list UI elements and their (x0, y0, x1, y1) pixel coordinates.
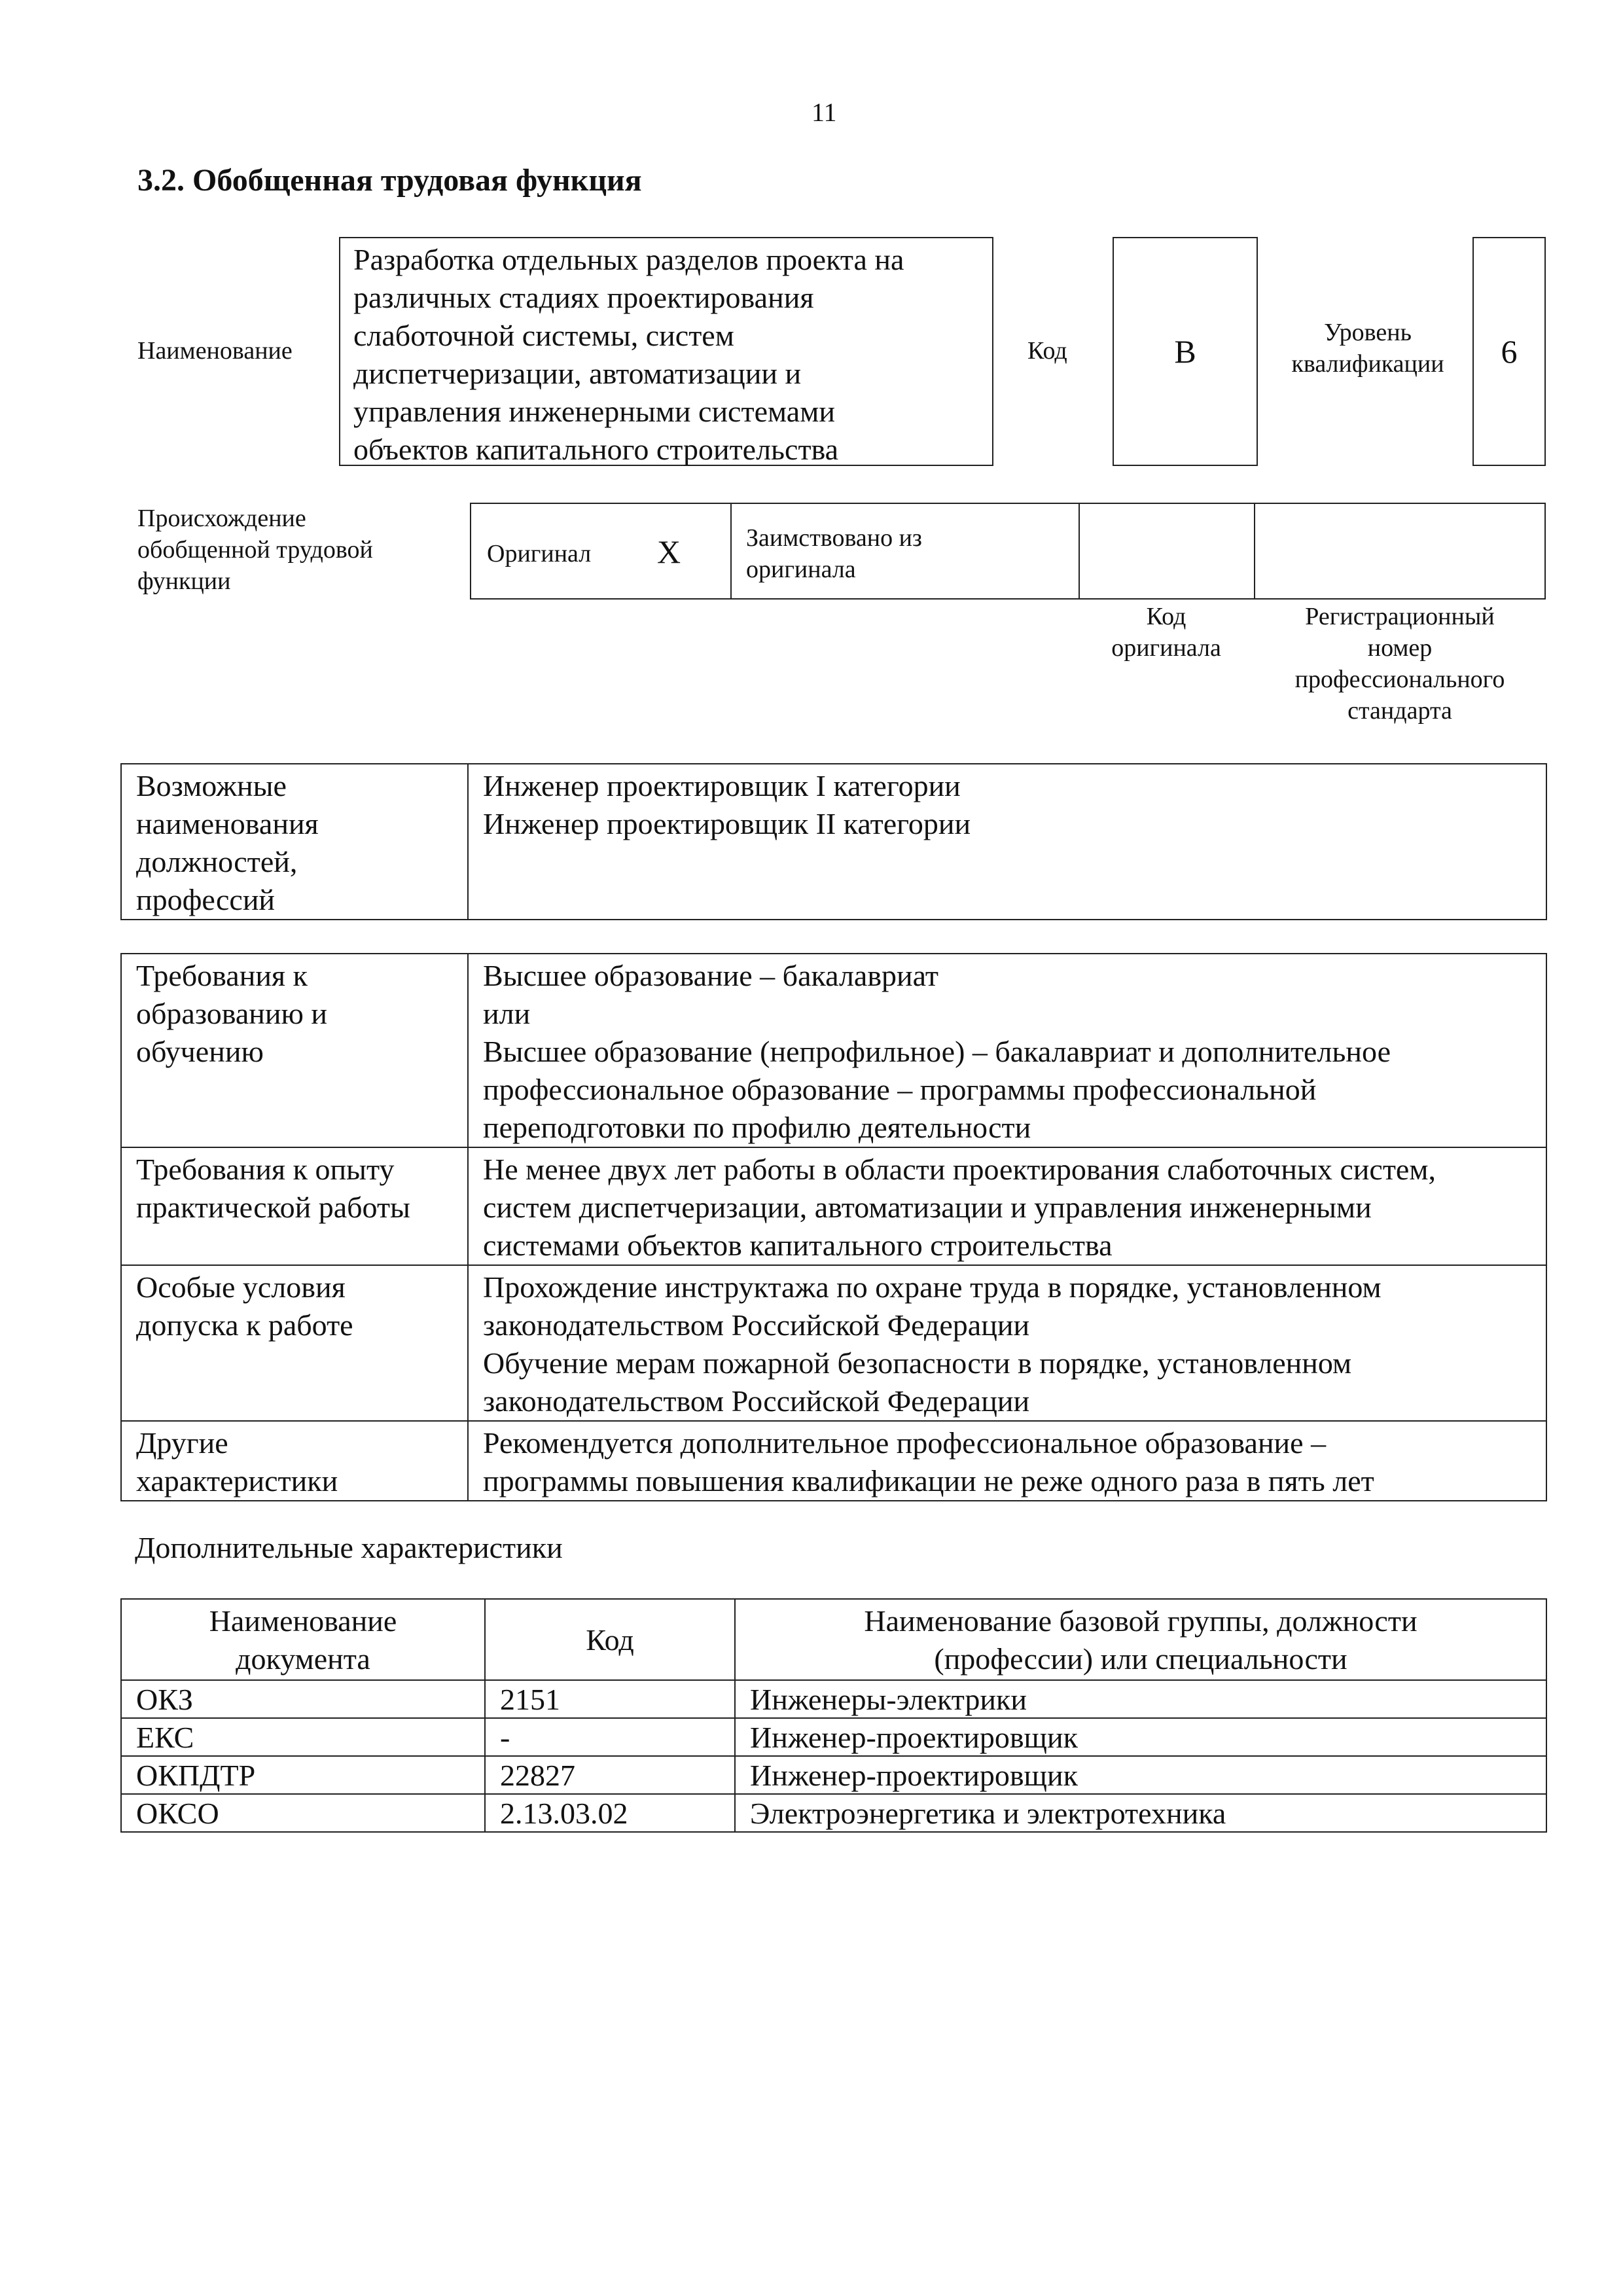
code-caption (1079, 601, 1254, 664)
requirements-table (120, 953, 1547, 1501)
table-row (121, 1147, 1546, 1265)
table-row (121, 1794, 1546, 1832)
positions-label: Возможные наименования должностей, профессий (121, 764, 468, 920)
reg-caption-line: номер (1367, 634, 1433, 662)
admission-value: Прохождение инструктажа по охране труда в порядке, установленном законодательством Российской Федерации Обучение мерам пожарной безопасности в порядке, установленном законодательством Российской Федерации (468, 1265, 1546, 1421)
table-row (121, 1680, 1546, 1718)
function-name-line: управления инженерными системами (353, 395, 835, 428)
table-row (121, 1718, 1546, 1756)
row-name: Инженер-проектировщик (735, 1718, 1546, 1756)
table-row (121, 954, 1546, 1147)
header-doc: Наименование документа (121, 1599, 485, 1680)
header-name: Наименование базовой группы, должности (профессии) или специальности (735, 1599, 1546, 1680)
experience-value: Не менее двух лет работы в области проектирования слаботочных систем, систем диспетчеризации, автоматизации и управления инженерными системами объектов капитального строительства (468, 1147, 1546, 1265)
reg-caption-line: профессионального (1294, 666, 1505, 693)
function-name-line: слаботочной системы, систем (353, 319, 734, 352)
code-box (1113, 237, 1258, 466)
row-doc: ОКПДТР (121, 1756, 485, 1794)
level-label-line: Уровень (1324, 319, 1412, 346)
origin-box (470, 503, 1546, 600)
row-code: 2.13.03.02 (485, 1794, 735, 1832)
level-value: 6 (1501, 333, 1518, 370)
table-header-row (121, 1599, 1546, 1680)
positions-value: Инженер проектировщик I категории Инженер проектировщик II категории (468, 764, 1546, 920)
level-label (1270, 317, 1466, 380)
borrowed-label (746, 522, 922, 585)
table-row (121, 1265, 1546, 1421)
function-name-box (339, 237, 993, 466)
positions-table (120, 763, 1547, 920)
header-code: Код (485, 1599, 735, 1680)
reg-caption-line: стандарта (1347, 697, 1452, 725)
borrowed-label-line: Заимствовано из (746, 524, 922, 552)
education-label: Требования к образованию и обучению (121, 954, 468, 1147)
function-name-line: различных стадиях проектирования (353, 281, 814, 314)
code-value: B (1174, 333, 1196, 370)
name-label: Наименование (137, 337, 293, 365)
code-caption-line: Код (1146, 603, 1186, 630)
row-name: Инженеры-электрики (735, 1680, 1546, 1718)
page-number: 11 (812, 98, 837, 127)
row-doc: ЕКС (121, 1718, 485, 1756)
education-value: Высшее образование – бакалавриат или Высшее образование (непрофильное) – бакалавриат и дополнительное профессиональное образование – программы профессиональной переподготовки по профилю деятельности (468, 954, 1546, 1147)
table-row (121, 1421, 1546, 1501)
function-name-line: Разработка отдельных разделов проекта на (353, 243, 904, 276)
other-value: Рекомендуется дополнительное профессиональное образование – программы повышения квалификации не реже одного раза в пять лет (468, 1421, 1546, 1501)
code-caption-line: оригинала (1111, 634, 1221, 662)
origin-label-line: функции (137, 567, 231, 595)
row-doc: ОКСО (121, 1794, 485, 1832)
additional-heading: Дополнительные характеристики (135, 1531, 563, 1564)
row-name: Электроэнергетика и электротехника (735, 1794, 1546, 1832)
function-name-line: диспетчеризации, автоматизации и (353, 357, 802, 390)
row-code: - (485, 1718, 735, 1756)
function-name-line: объектов капитального строительства (353, 433, 839, 466)
original-label: Оригинал (487, 540, 592, 567)
additional-table (120, 1598, 1547, 1833)
experience-label: Требования к опыту практической работы (121, 1147, 468, 1265)
borrowed-label-line: оригинала (746, 556, 856, 583)
reg-caption-line: Регистрационный (1305, 603, 1495, 630)
reg-caption (1254, 601, 1546, 726)
section-title: 3.2. Обобщенная трудовая функция (137, 163, 642, 198)
row-code: 22827 (485, 1756, 735, 1794)
admission-label: Особые условия допуска к работе (121, 1265, 468, 1421)
row-doc: ОКЗ (121, 1680, 485, 1718)
level-box (1472, 237, 1546, 466)
level-label-line: квалификации (1291, 350, 1444, 378)
origin-label (137, 503, 373, 597)
row-code: 2151 (485, 1680, 735, 1718)
origin-label-line: обобщенной трудовой (137, 536, 373, 564)
original-mark: X (657, 533, 681, 570)
origin-label-line: Происхождение (137, 505, 306, 532)
code-label: Код (1027, 337, 1067, 365)
row-name: Инженер-проектировщик (735, 1756, 1546, 1794)
table-row (121, 1756, 1546, 1794)
other-label: Другие характеристики (121, 1421, 468, 1501)
table-row (121, 764, 1546, 920)
